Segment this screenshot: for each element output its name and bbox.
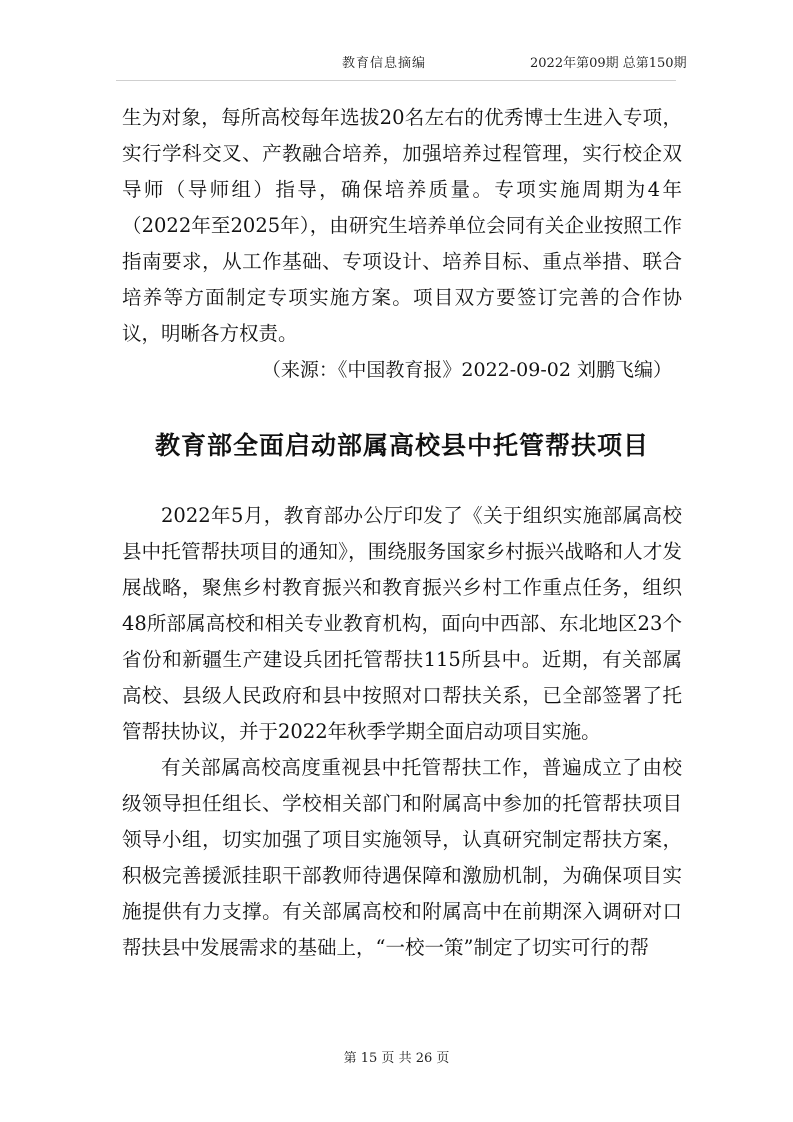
article1-source: （来源：《中国教育报》2022-09-02 刘鹏飞编） — [261, 359, 672, 381]
journal-name: 教育信息摘编 — [342, 56, 427, 71]
page-footer: 第 15 页 共 26 页 — [343, 1051, 450, 1066]
issue-number: 2022年第09期 总第150期 — [530, 56, 687, 71]
article2-paragraph-2: 有关部属高校高度重视县中托管帮扶工作，普遍成立了由校级领导担任组长、学校相关部门和附属高中参加的托管帮扶项目领导小组，切实加强了项目实施领导，认真研究制定帮扶方案，积极完善援派挂职干部教师待遇保障和激励机制，为确保项目实施提供有力支撑。有关部属高校和附属高中在前期深入调研对口帮扶县中发展需求的基础上，“一校一策”制定了切实可行的帮 — [122, 756, 682, 959]
page-content — [122, 100, 682, 966]
article2-paragraph-1: 2022年5月，教育部办公厅印发了《关于组织实施部属高校县中托管帮扶项目的通知》，围绕服务国家乡村振兴战略和人才发展战略，聚焦乡村教育振兴和教育振兴乡村工作重点任务，组织48所部属高校和相关专业教育机构，面向中西部、东北地区23个省份和新疆生产建设兵团托管帮扶115所县中。近期，有关部属高校、县级人民政府和县中按照对口帮扶关系，已全部签署了托管帮扶协议，并于2022年秋季学期全面启动项目实施。 — [122, 504, 682, 743]
page-header — [0, 52, 793, 76]
article2-title: 教育部全面启动部属高校县中托管帮扶项目 — [154, 431, 649, 460]
article1-continuation: 生为对象，每所高校每年选拔20名左右的优秀博士生进入专项，实行学科交叉、产教融合培养，加强培养过程管理，实行校企双导师（导师组）指导，确保培养质量。专项实施周期为4年（2022年至2025年），由研究生培养单位会同有关企业按照工作指南要求，从工作基础、专项设计、培养目标、重点举措、联合培养等方面制定专项实施方案。项目双方要签订完善的合作协议，明晰各方权责。 — [122, 106, 682, 345]
header-divider — [116, 80, 676, 81]
